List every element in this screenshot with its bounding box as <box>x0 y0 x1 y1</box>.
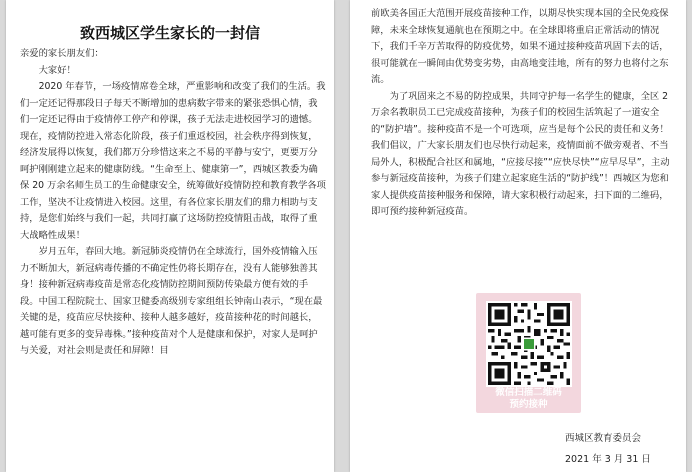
letter-body-right <box>371 6 674 221</box>
qr-caption-line1: 微信扫描二维码 <box>495 387 562 398</box>
paragraph: 前欧美各国正大范围开展疫苗接种工作，以期尽快实现本国的全民免疫保障，未来全球恢复通航也在预期之中。在全球即将重启正常活动的情况下，我们千辛万苦取得的防疫优势，如果不通过接种疫苗巩固下去的话，很可能就在一瞬间由优势变劣势，由高地变洼地，所有的努力也将付之东流。 <box>371 8 669 85</box>
salutation: 亲爱的家长朋友们： <box>20 48 104 59</box>
qr-code-image[interactable] <box>486 301 572 387</box>
document-page-left <box>6 0 334 472</box>
paragraph: 为了巩固来之不易的防控成果，共同守护每一名学生的健康，全区 2 万余名教职员工已完成疫苗接种，为孩子们的校园生活筑起了一道安全的“防护墙”。接种疫苗不是一个可选项，应当是每个公民的责任和义务！我们倡议，广大家长朋友们也尽快行动起来，疫情面前不做旁观者、不当局外人，积极配合社区和属地，“应接尽接”“应快尽快”“应早尽早”，主动参与新冠疫苗接种，为孩子们建立起家庭生活的“防护线”！西城区为您和家人提供疫苗接种服务和保障，请大家积极行动起来，扫下面的二维码，即可预约接种新冠疫苗。 <box>371 90 670 217</box>
paragraph: 2020 年春节，一场疫情席卷全球，严重影响和改变了我们的生活。我们一定还记得那段日子每天不断增加的患病数字带来的紧张恐惧心情，我们一定还记得由于疫情停工停产和停课，孩子无法走进校园学习的遗憾。现在，疫情防控进入常态化阶段，孩子们重返校园，社会秩序得到恢复，经济发展得以恢复，我们都万分珍惜这来之不易的平静与安宁，更要万分呵护刚刚建立起来的健康防线。“生命至上、健康第一”，西城区教委为确保 20 万余名师生员工的生命健康安全，统筹做好疫情防控和教育教学各项工作，坚决不让疫情进入校园。这里，有各位家长朋友们的鼎力相助与支持，是您们始终与我们一起，共同打赢了这场防控疫情阻击战，取得了重大战略性成果！ <box>20 81 326 241</box>
document-page-right <box>350 0 686 472</box>
greeting: 大家好！ <box>38 64 76 76</box>
signature-date: 2021 年 3 月 31 日 <box>565 454 651 465</box>
qr-code-card[interactable] <box>476 293 581 413</box>
signature-organization: 西城区教育委员会 <box>565 433 642 444</box>
qr-code-icon <box>488 303 570 385</box>
qr-caption-line2: 预约接种 <box>509 399 548 410</box>
letter-title: 致西城区学生家长的一封信 <box>79 24 260 42</box>
qr-caption <box>476 387 581 411</box>
letter-body-left <box>20 46 326 360</box>
paragraph: 岁月五年，春回大地。新冠肺炎疫情仍在全球流行，国外疫情输入压力不断加大，新冠病毒传播的不确定性仍将长期存在，没有人能够独善其身！接种新冠病毒疫苗是常态化疫情防控期间预防传染最方便有效的手段。中国工程院院士、国家卫健委高级别专家组组长钟南山表示，“现在最关键的是，疫苗应尽快接种、接种人越多越好，疫苗接种花的时间越长，越可能有更多的变异毒株。”接种疫苗对个人是健康和保护，对家人是呵护与关爱，对社会则是责任和屏障！目 <box>20 246 323 356</box>
